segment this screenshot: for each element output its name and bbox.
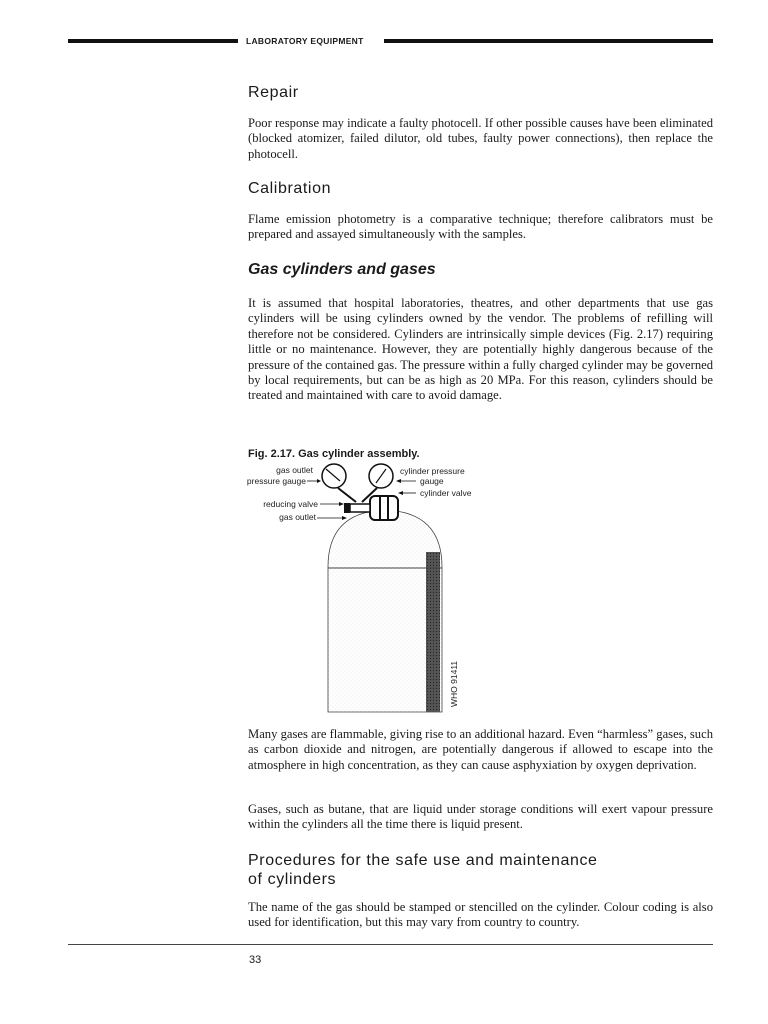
procedures-body-wrap [248, 900, 713, 931]
repair-body: Poor response may indicate a faulty photocell. If other possible causes have been eliminated (blocked atomizer, failed dilutor, old tubes, faulty power connections), then replace the photocell. [248, 116, 713, 161]
gas-body-wrap [248, 296, 713, 404]
page-number: 33 [249, 954, 262, 966]
figure-code: WHO 91411 [449, 660, 459, 707]
hazard-body-1: Many gases are flammable, giving rise to an additional hazard. Even “harmless” gases, such as carbon dioxide and nitrogen, are potentially dangerous if allowed to escape into the atmosphere in high concentration, as they can cause asphyxiation by oxygen deprivation. [248, 727, 713, 772]
gas-cylinder-figure [240, 462, 490, 722]
section-gas-cylinders [248, 261, 713, 279]
label-cylinder-pressure-2: gauge [420, 476, 444, 486]
calibration-heading: Calibration [248, 180, 332, 197]
section-procedures [248, 851, 713, 889]
calibration-body: Flame emission photometry is a comparative technique; therefore calibrators must be prepared and assayed simultaneously with the samples. [248, 212, 713, 242]
gas-body: It is assumed that hospital laboratories, theatres, and other departments that use gas cylinders will be using cylinders owned by the vendor. The problems of refilling will therefore not be considered. Cylinders are intrinsically simple devices (Fig. 2.17) requiring little or no maintenance. However, they are potentially highly dangerous because of the pressure of the contained gas. The pressure within a fully charged cylinder may be governed by local requirements, but can be as high as 20 MPa. For this reason, cylinders should be treated and maintained with care to avoid damage. [248, 296, 713, 403]
label-gas-outlet-gauge-1: gas outlet [276, 465, 313, 475]
label-gas-outlet-gauge-2: pressure gauge [246, 476, 306, 486]
procedures-heading-line-1: Procedures for the safe use and maintenance [248, 852, 598, 869]
running-header [68, 34, 713, 48]
calibration-body-wrap [248, 212, 713, 243]
hazard-body-2-wrap [248, 802, 713, 833]
label-cylinder-pressure-1: cylinder pressure [400, 466, 465, 476]
header-title: LABORATORY EQUIPMENT [246, 36, 364, 46]
hazard-body-1-wrap [248, 727, 713, 773]
repair-body-wrap [248, 116, 713, 162]
header-rule-right [384, 39, 713, 43]
label-cylinder-valve: cylinder valve [420, 488, 472, 498]
cylinder-shading [426, 552, 440, 712]
procedures-heading-line-2: of cylinders [248, 871, 337, 888]
footer-rule [68, 944, 713, 945]
cylinder-body [328, 510, 442, 712]
repair-heading: Repair [248, 84, 299, 101]
figure-caption: Fig. 2.17. Gas cylinder assembly. [248, 448, 420, 460]
procedures-body: The name of the gas should be stamped or stencilled on the cylinder. Colour coding is also used for identification, but this may vary from country to country. [248, 900, 713, 930]
cylinder-valve [370, 496, 398, 520]
section-repair [248, 84, 713, 102]
label-gas-outlet: gas outlet [279, 512, 316, 522]
header-rule-left [68, 39, 238, 43]
section-calibration [248, 180, 713, 198]
procedures-heading [248, 851, 713, 889]
gas-heading: Gas cylinders and gases [248, 261, 436, 278]
label-reducing-valve: reducing valve [263, 499, 318, 509]
hazard-body-2: Gases, such as butane, that are liquid under storage conditions will exert vapour pressure within the cylinders all the time there is liquid present. [248, 802, 713, 832]
